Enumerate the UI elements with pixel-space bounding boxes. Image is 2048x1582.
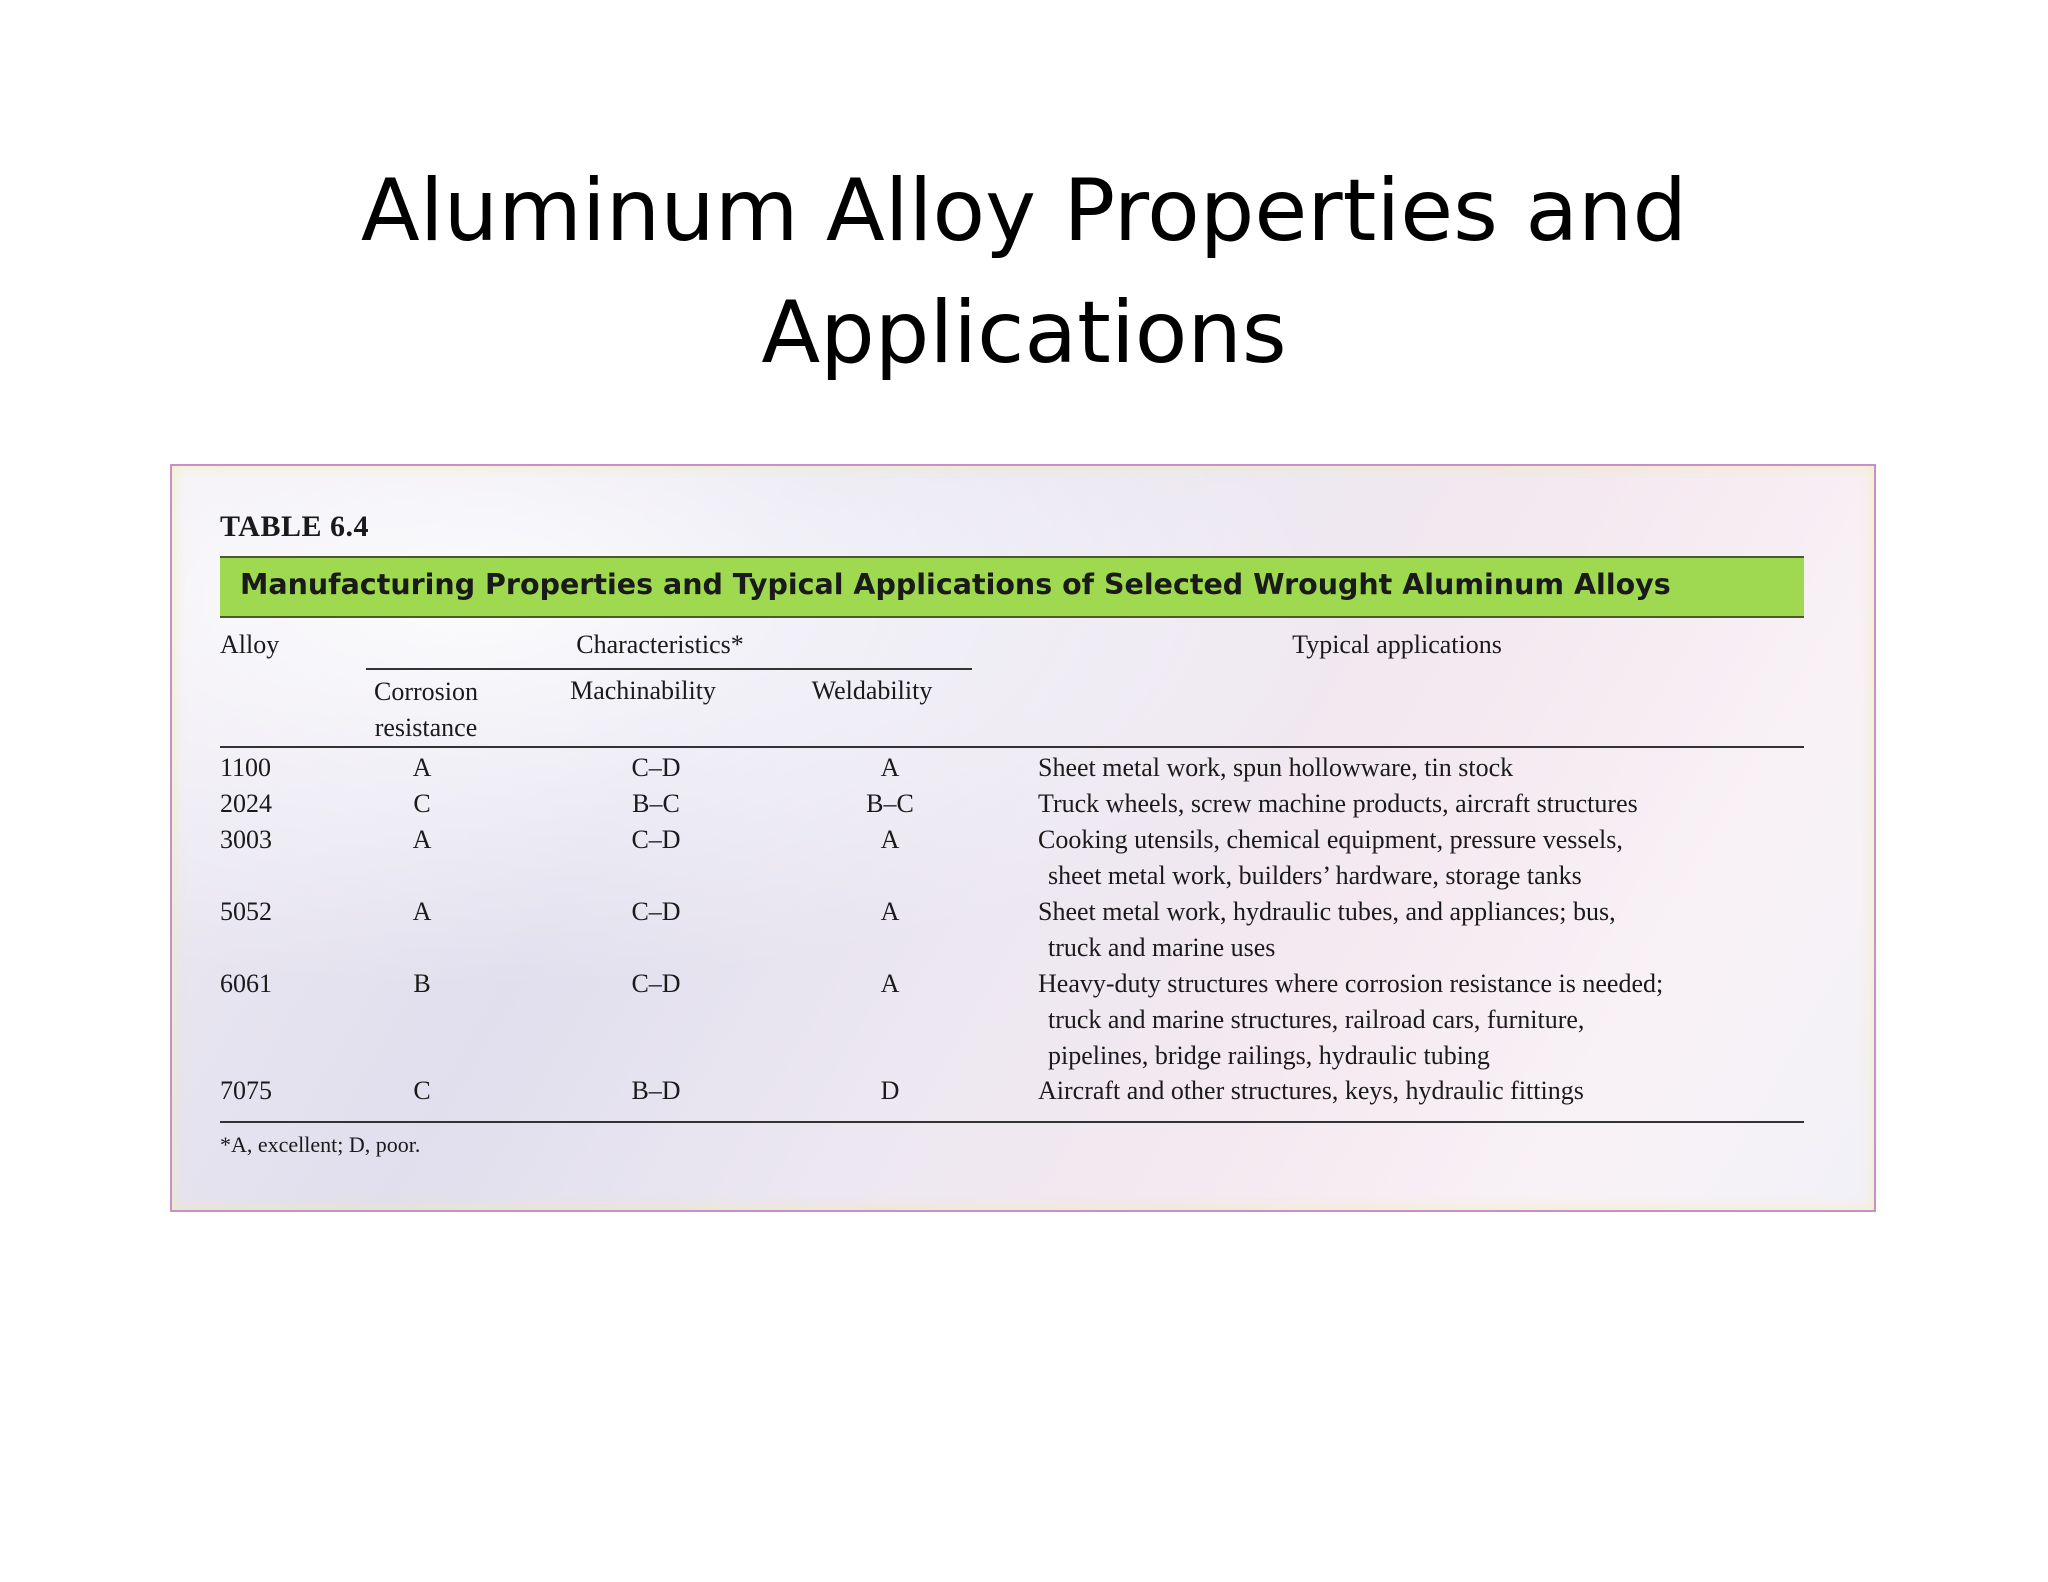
cell-weldability: A bbox=[880, 969, 900, 998]
applications-line: sheet metal work, builders’ hardware, storage tanks bbox=[1048, 861, 1582, 890]
cell-weldability: A bbox=[880, 897, 900, 926]
header-alloy: Alloy bbox=[220, 630, 280, 659]
cell-alloy: 1100 bbox=[220, 753, 272, 782]
applications-line: pipelines, bridge railings, hydraulic tubing bbox=[1048, 1041, 1490, 1070]
applications-line: Sheet metal work, spun hollowware, tin stock bbox=[1038, 753, 1514, 782]
header-corrosion-resistance bbox=[374, 674, 478, 746]
table-number: TABLE 6.4 bbox=[220, 510, 369, 543]
slide-title bbox=[0, 150, 2048, 394]
cell-applications bbox=[1038, 822, 1623, 894]
cell-machinability: C–D bbox=[631, 969, 681, 998]
header-machinability: Machinability bbox=[570, 676, 716, 705]
applications-line: truck and marine uses bbox=[1048, 933, 1276, 962]
applications-line: Sheet metal work, hydraulic tubes, and appliances; bus, bbox=[1038, 897, 1616, 926]
applications-line: truck and marine structures, railroad cars, furniture, bbox=[1048, 1005, 1585, 1034]
applications-line: Truck wheels, screw machine products, aircraft structures bbox=[1038, 789, 1638, 818]
cell-alloy: 3003 bbox=[220, 825, 272, 854]
header-characteristics: Characteristics* bbox=[576, 630, 744, 659]
header-weldability: Weldability bbox=[811, 676, 933, 705]
cell-machinability: C–D bbox=[631, 753, 681, 782]
cell-weldability: A bbox=[880, 753, 900, 782]
cell-machinability: C–D bbox=[631, 825, 681, 854]
applications-line: Cooking utensils, chemical equipment, pressure vessels, bbox=[1038, 825, 1623, 854]
cell-alloy: 2024 bbox=[220, 789, 272, 818]
cell-machinability: C–D bbox=[631, 897, 681, 926]
cell-corrosion: C bbox=[413, 789, 431, 818]
header-typical-applications: Typical applications bbox=[1292, 630, 1502, 659]
cell-alloy: 7075 bbox=[220, 1076, 272, 1105]
cell-weldability: A bbox=[880, 825, 900, 854]
cell-corrosion: C bbox=[413, 1076, 431, 1105]
slide-title-line-1: Aluminum Alloy Properties and bbox=[360, 161, 1688, 261]
cell-alloy: 5052 bbox=[220, 897, 272, 926]
applications-line: Aircraft and other structures, keys, hydraulic fittings bbox=[1038, 1076, 1584, 1105]
table-bottom-rule bbox=[220, 1121, 1804, 1123]
cell-corrosion: A bbox=[412, 753, 432, 782]
cell-alloy: 6061 bbox=[220, 969, 272, 998]
header-corrosion-line-1: Corrosion bbox=[374, 677, 478, 706]
cell-applications bbox=[1038, 786, 1638, 822]
cell-machinability: B–D bbox=[631, 1076, 681, 1105]
cell-corrosion: B bbox=[413, 969, 431, 998]
table-footnote: *A, excellent; D, poor. bbox=[220, 1132, 421, 1157]
cell-applications bbox=[1038, 750, 1513, 786]
cell-machinability: B–C bbox=[632, 789, 680, 818]
applications-line: Heavy-duty structures where corrosion resistance is needed; bbox=[1038, 969, 1664, 998]
cell-weldability: D bbox=[880, 1076, 900, 1105]
cell-corrosion: A bbox=[412, 825, 432, 854]
header-corrosion-line-2: resistance bbox=[374, 713, 478, 742]
cell-applications bbox=[1038, 894, 1616, 966]
header-characteristics-rule bbox=[366, 668, 972, 670]
cell-corrosion: A bbox=[412, 897, 432, 926]
table-caption-bar bbox=[220, 556, 1804, 618]
cell-applications bbox=[1038, 1073, 1584, 1109]
header-bottom-rule bbox=[220, 746, 1804, 748]
slide-title-line-2: Applications bbox=[761, 283, 1287, 383]
table-figure bbox=[170, 464, 1876, 1212]
cell-weldability: B–C bbox=[866, 789, 914, 818]
cell-applications bbox=[1038, 966, 1663, 1074]
table-caption: Manufacturing Properties and Typical Applications of Selected Wrought Aluminum Alloys bbox=[240, 568, 1671, 601]
